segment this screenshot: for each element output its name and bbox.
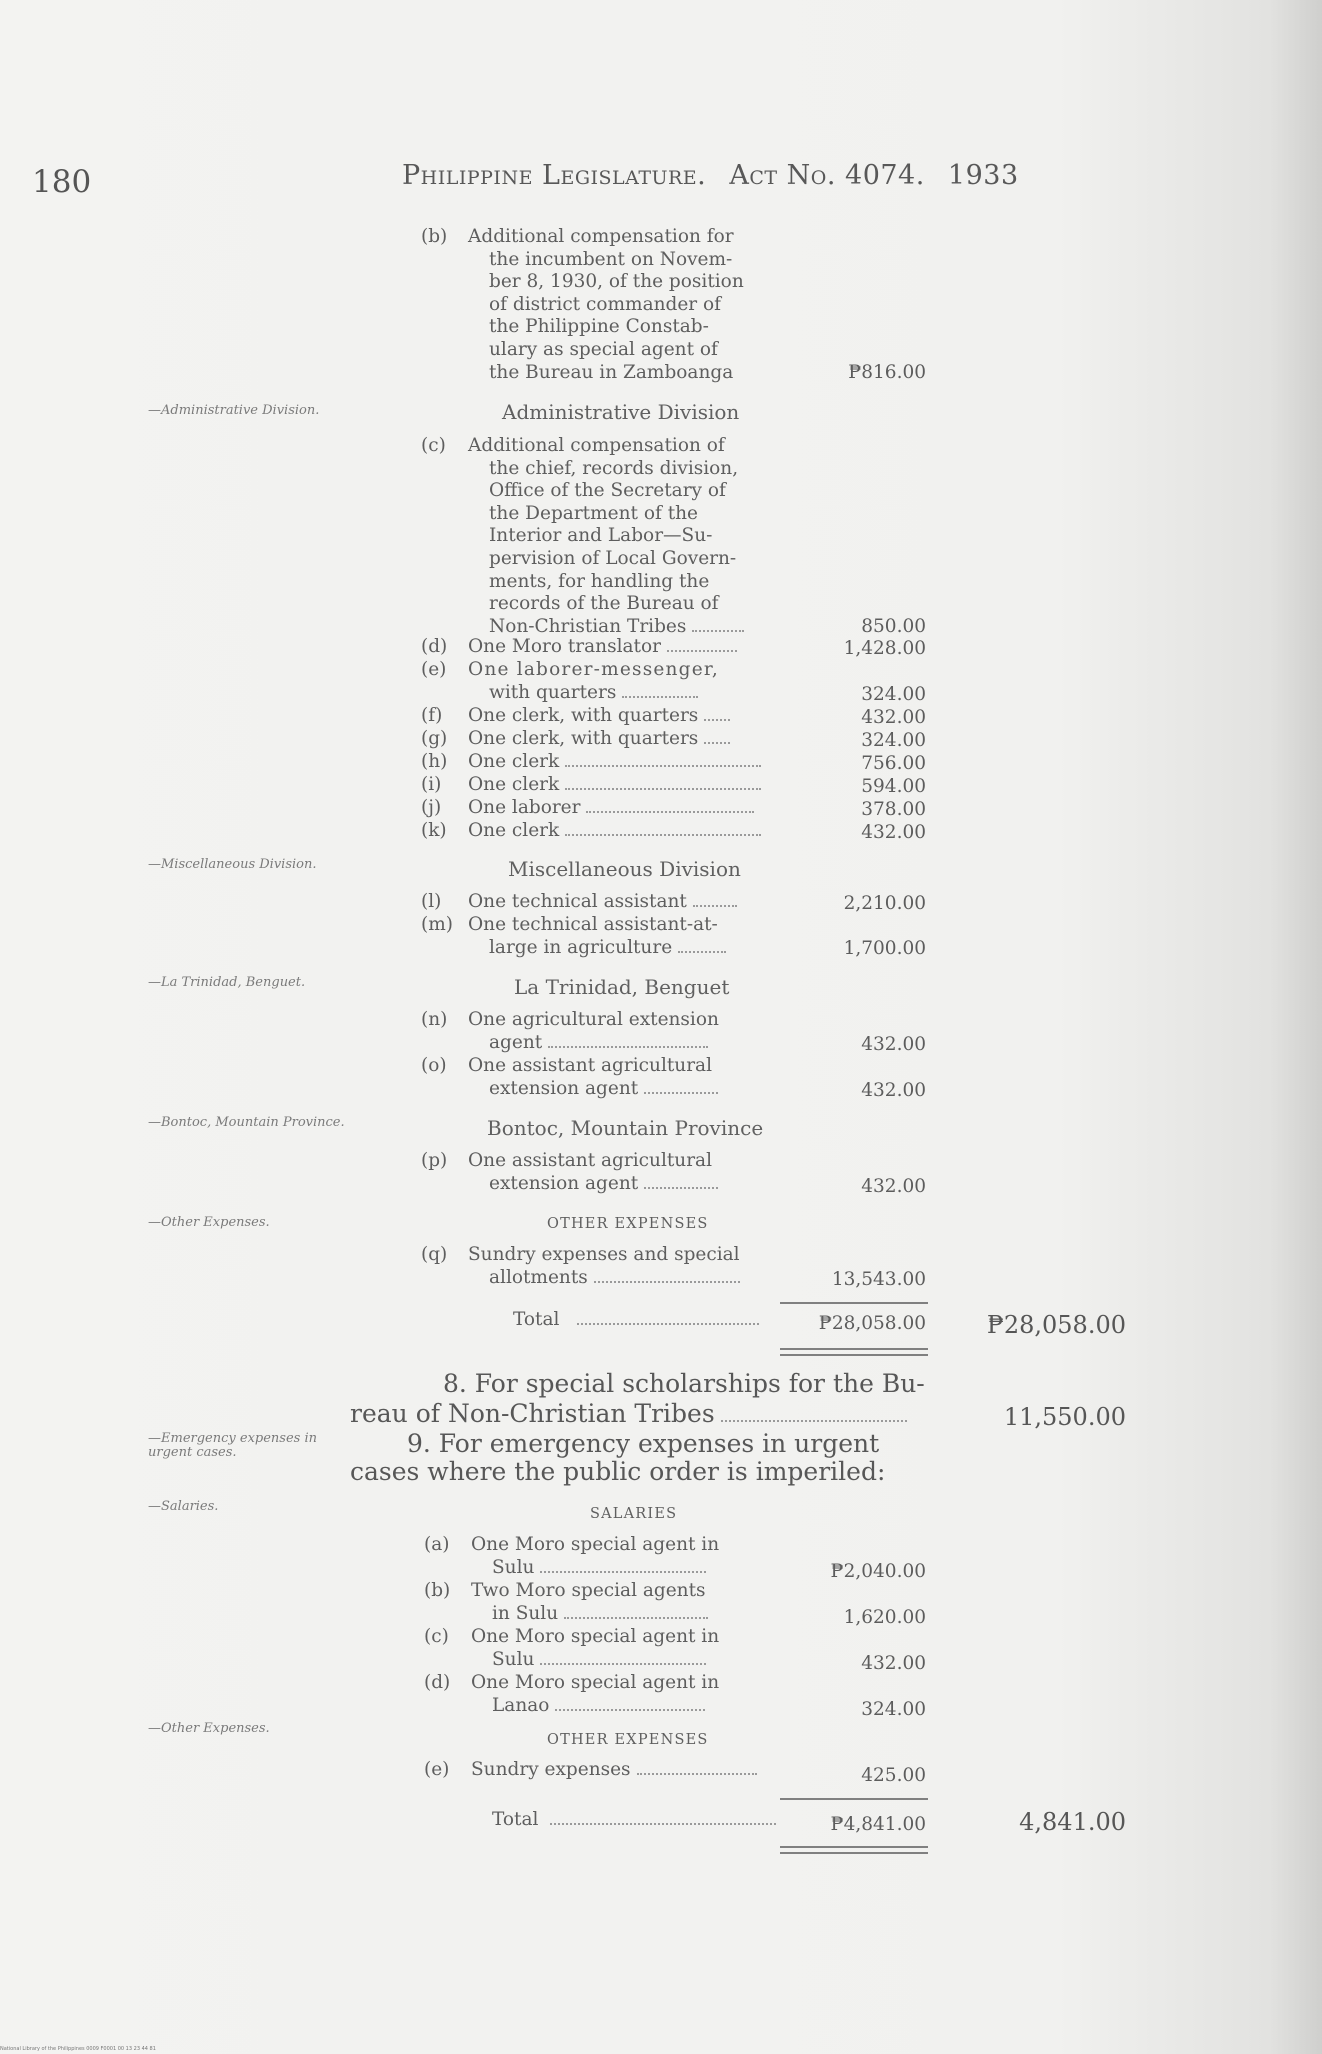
item-label: (i) — [421, 774, 442, 795]
grand-total-2: 4,841.00 — [1019, 1808, 1126, 1836]
amount-p: 432.00 — [861, 1176, 926, 1197]
line: of district commander of — [489, 293, 722, 315]
page-number: 180 — [32, 164, 92, 200]
total-label: Total — [513, 1309, 560, 1330]
section-heading-admin: Administrative Division — [502, 400, 740, 424]
double-rule-top-2 — [780, 1846, 928, 1848]
leader-dots — [721, 1420, 907, 1422]
line-text: reau of Non-Christian Tribes — [350, 1399, 715, 1428]
item-label: (q) — [421, 1244, 448, 1265]
leader-dots — [667, 650, 737, 652]
leader-dots — [540, 1571, 706, 1573]
grand-total-1: ₱28,058.00 — [986, 1311, 1126, 1339]
line: pervision of Local Govern- — [489, 547, 737, 569]
amount-m: 1,700.00 — [843, 938, 926, 959]
header-legislature: Philippine Legislature. — [402, 160, 707, 191]
leader-dots — [548, 1046, 708, 1048]
leader-dots — [564, 1617, 708, 1619]
item-label: (b) — [424, 1580, 451, 1601]
paragraph-9-line-2: cases where the public order is imperiled: — [350, 1457, 886, 1486]
item-text — [468, 435, 1200, 638]
leader-dots — [565, 765, 761, 767]
line-text: One clerk, with quarters — [468, 705, 699, 726]
leader-dots — [644, 1187, 718, 1189]
item-label: (n) — [421, 1009, 448, 1030]
line-text: One clerk — [468, 774, 560, 795]
amount-n: 432.00 — [861, 1034, 926, 1055]
item-label: (j) — [421, 797, 442, 818]
item-label: (b) — [421, 226, 448, 247]
line: the incumbent on Novem- — [489, 248, 733, 270]
margin-note-emergency: —Emergency expenses in urgent cases. — [148, 1431, 317, 1460]
leader-dots — [540, 1663, 706, 1665]
margin-note-salaries: —Salaries. — [148, 1499, 219, 1514]
amount-h: 756.00 — [861, 753, 926, 774]
salary-amount-a: ₱2,040.00 — [830, 1561, 926, 1582]
margin-note-misc: —Miscellaneous Division. — [148, 857, 317, 872]
line: Office of the Secretary of — [489, 480, 726, 502]
line: One assistant agricultural — [468, 1055, 712, 1076]
leader-dots — [637, 1773, 757, 1775]
paragraph-8-line-1: 8. For special scholarships for the Bu- — [443, 1369, 925, 1398]
amount-c: 850.00 — [861, 616, 926, 637]
amount-f: 432.00 — [861, 707, 926, 728]
margin-note-trinidad: —La Trinidad, Benguet. — [148, 975, 306, 990]
line: Additional compensation of — [468, 435, 725, 456]
amount-sundry: 425.00 — [861, 1765, 926, 1786]
line: One Moro special agent in — [471, 1534, 720, 1555]
paragraph-8-line-2 — [350, 1400, 907, 1428]
item-text — [468, 226, 1200, 384]
amount-d: 1,428.00 — [843, 638, 926, 659]
line-text: One technical assistant — [468, 891, 687, 912]
leader-dots — [678, 951, 726, 953]
margin-note-other-1: —Other Expenses. — [148, 1215, 270, 1230]
line: Sundry expenses and special — [468, 1244, 740, 1265]
line-text: with quarters — [489, 681, 617, 703]
header-act: Act No. 4074. — [729, 160, 925, 191]
line: the chief, records division, — [489, 457, 739, 479]
line-text: One clerk — [468, 751, 560, 772]
line: Additional compensation for — [468, 226, 734, 247]
running-header — [402, 160, 1019, 191]
line: Two Moro special agents — [471, 1580, 706, 1601]
item-label: (m) — [421, 914, 453, 935]
line: ulary as special agent of — [489, 338, 718, 360]
amount-l: 2,210.00 — [843, 893, 926, 914]
line-text: One Moro translator — [468, 636, 661, 657]
total-row-1 — [513, 1309, 759, 1332]
total-amount-2: ₱4,841.00 — [830, 1814, 926, 1835]
amount-i: 594.00 — [861, 776, 926, 797]
margin-note-other-2: —Other Expenses. — [148, 1721, 270, 1736]
amount-j: 378.00 — [861, 799, 926, 820]
section-heading-other-expenses-2: OTHER EXPENSES — [547, 1732, 709, 1748]
salary-amount-c: 432.00 — [861, 1653, 926, 1674]
leader-dots — [586, 811, 754, 813]
line-text: large in agriculture — [489, 936, 673, 958]
section-heading-other-expenses-1: OTHER EXPENSES — [547, 1216, 709, 1232]
paragraph-9-line-1: 9. For emergency expenses in urgent — [407, 1429, 880, 1458]
line-text: Sulu — [492, 1648, 535, 1670]
line-text: extension agent — [489, 1172, 639, 1194]
line-text: Non-Christian Tribes — [489, 615, 687, 637]
leader-dots — [693, 905, 737, 907]
item-label: (o) — [421, 1055, 447, 1076]
line-text: Sulu — [492, 1556, 535, 1578]
salary-amount-d: 324.00 — [861, 1699, 926, 1720]
amount-q: 13,543.00 — [831, 1269, 926, 1290]
item-label: (d) — [424, 1672, 451, 1693]
amount-k: 432.00 — [861, 822, 926, 843]
double-rule-top — [780, 1348, 928, 1350]
line-text: One clerk, with quarters — [468, 728, 699, 749]
section-heading-misc: Miscellaneous Division — [508, 857, 741, 881]
line-text: in Sulu — [492, 1602, 559, 1624]
line: One technical assistant-at- — [468, 914, 718, 935]
item-label: (h) — [421, 751, 448, 772]
salary-amount-b: 1,620.00 — [843, 1607, 926, 1628]
line: the Bureau in Zamboanga — [489, 361, 734, 383]
section-heading-salaries: SALARIES — [590, 1506, 678, 1522]
amount-e: 324.00 — [861, 684, 926, 705]
item-label: (c) — [421, 435, 446, 456]
line: One assistant agricultural — [468, 1150, 712, 1171]
line: the Department of the — [489, 502, 698, 524]
item-label: (k) — [421, 820, 447, 841]
section-heading-bontoc: Bontoc, Mountain Province — [487, 1116, 764, 1140]
amount-paragraph-8: 11,550.00 — [1003, 1403, 1126, 1431]
line: records of the Bureau of — [489, 593, 719, 615]
leader-dots — [594, 1281, 740, 1283]
leader-dots — [704, 742, 730, 744]
leader-dots — [692, 630, 744, 632]
item-label: (e) — [424, 1759, 450, 1780]
total-label: Total — [492, 1809, 539, 1830]
line-text: allotments — [489, 1266, 588, 1288]
total-amount-1: ₱28,058.00 — [818, 1313, 926, 1334]
item-label: (a) — [424, 1534, 450, 1555]
leader-dots — [577, 1323, 759, 1325]
total-row-2 — [492, 1809, 776, 1832]
margin-note-admin: —Administrative Division. — [148, 403, 320, 418]
line-text: One clerk — [468, 820, 560, 841]
section-heading-trinidad: La Trinidad, Benguet — [514, 975, 730, 999]
item-label: (f) — [421, 705, 443, 726]
line-text: Sundry expenses — [471, 1759, 631, 1780]
item-label: (p) — [421, 1150, 448, 1171]
line: ber 8, 1930, of the position — [489, 271, 744, 293]
leader-dots — [565, 834, 761, 836]
line: One Moro special agent in — [471, 1626, 720, 1647]
subtotal-rule-2 — [780, 1798, 928, 1800]
line: One Moro special agent in — [471, 1672, 720, 1693]
amount-g: 324.00 — [861, 730, 926, 751]
leader-dots — [550, 1823, 776, 1825]
leader-dots — [704, 719, 730, 721]
item-label: (g) — [421, 728, 448, 749]
line-text: agent — [489, 1031, 543, 1053]
header-year: 1933 — [947, 160, 1019, 191]
leader-dots — [555, 1709, 705, 1711]
item-label: (c) — [424, 1626, 449, 1647]
item-label: (e) — [421, 659, 447, 680]
item-label: (d) — [421, 636, 448, 657]
margin-note-bontoc: —Bontoc, Mountain Province. — [148, 1115, 345, 1130]
line: the Philippine Constab- — [489, 316, 709, 338]
line-text: extension agent — [489, 1077, 639, 1099]
leader-dots — [644, 1092, 718, 1094]
amount-o: 432.00 — [861, 1080, 926, 1101]
line-text: Lanao — [492, 1694, 550, 1716]
subtotal-rule — [780, 1302, 928, 1304]
line: Interior and Labor—Su- — [489, 525, 713, 547]
double-rule-bottom — [780, 1354, 928, 1356]
leader-dots — [565, 788, 761, 790]
double-rule-bottom-2 — [780, 1852, 928, 1854]
line: ments, for handling the — [489, 570, 710, 592]
amount-b: ₱816.00 — [848, 362, 926, 383]
line: One agricultural extension — [468, 1009, 719, 1030]
leader-dots — [622, 696, 698, 698]
item-label: (l) — [421, 891, 442, 912]
scan-footer: National Library of the Philippines 0009 F0001 00 13 23 44 81 — [0, 2046, 156, 2052]
line: One laborer-messenger, — [468, 659, 719, 680]
line-text: One laborer — [468, 797, 581, 818]
